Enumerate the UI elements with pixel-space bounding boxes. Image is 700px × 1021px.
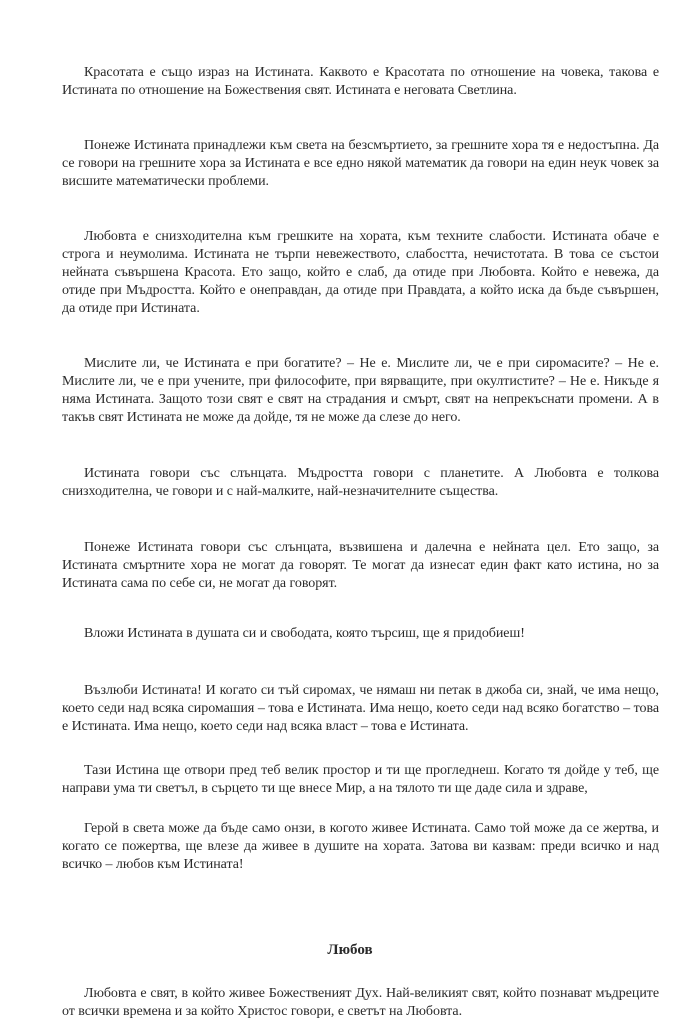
paragraph-love-lenient: Любовта е снизходителна към грешките на хората, към техните слабости. Истината обаче е строга и неумолима. Истината не търпи невежеството, слабостта, нечистотата. В това се състои нейната съвършена Красота. Ето защо, който е слаб, да отиде при Любовта. Който е невежа, да отиде при Мъдростта. Който е онеправдан, да отиде при Правдата, а който иска да бъде съвършен, да отиде при Истината. bbox=[62, 229, 659, 316]
paragraph-beauty: Красотата е също израз на Истината. Каквото е Красотата по отношение на човека, такова е Истината по отношение на Божествения свят. Истината е неговата Светлина. bbox=[62, 65, 659, 98]
paragraph-truth-goal: Понеже Истината говори със слънцата, възвишена и далечна е нейната цел. Ето защо, за Истината смъртните хора не могат да говорят. Те могат да изнесат един факт като истина, но за Истината сама по себе си, не могат да говорят. bbox=[62, 540, 659, 591]
paragraph-hero: Герой в света може да бъде само онзи, в когото живее Истината. Само той може да се жертва, и когато се пожертва, ще влезе да живее в душите на хората. Затова ви казвам: преди всичко и над всичко – любов към Истината! bbox=[62, 821, 659, 872]
paragraph-truth-suns: Истината говори със слънцата. Мъдростта говори с планетите. А Любовта е толкова снизходителна, че говори и с най-малките, най-незначителните същества. bbox=[62, 466, 659, 499]
paragraph-where-is-truth: Мислите ли, че Истината е при богатите? – Не е. Мислите ли, че е при сиромасите? – Не е. Мислите ли, че е при учените, при философите, при вярващите, при окултистите? – Не е. Никъде я няма Истината. Защото този свят е свят на страдания и смърт, свят на непрекъснати промени. А в такъв свят Истината не може да дойде, тя не може да слезе до него. bbox=[62, 356, 659, 425]
paragraph-immortality: Понеже Истината принадлежи към света на безсмъртието, за грешните хора тя е недостъпна. Да се говори на грешните хора за Истината е все едно някой математик да говори на един неук човек за висшите математически проблеми. bbox=[62, 138, 659, 189]
paragraph-love-world: Любовта е свят, в който живее Божественият Дух. Най-великият свят, който познават мъдреците от всички времена и за който Христос говори, е светът на Любовта. bbox=[62, 986, 659, 1019]
paragraph-love-truth: Възлюби Истината! И когато си тъй сиромах, че нямаш ни петак в джоба си, знай, че има нещо, което седи над всяка сиромашия – това е Истината. Има нещо, което седи над всяко богатство – това е Истината. Има нещо, което седи над всяка власт – това е Истината. bbox=[62, 683, 659, 734]
paragraph-open-space: Тази Истина ще отвори пред теб велик простор и ти ще прогледнеш. Когато тя дойде у теб, ще направи ума ти светъл, в сърцето ти ще внесе Мир, а на тялото ти ще даде сила и здраве, bbox=[62, 763, 659, 796]
section-heading-love: Любов bbox=[327, 942, 373, 958]
paragraph-freedom: Вложи Истината в душата си и свободата, която търсиш, ще я придобиеш! bbox=[84, 626, 525, 641]
